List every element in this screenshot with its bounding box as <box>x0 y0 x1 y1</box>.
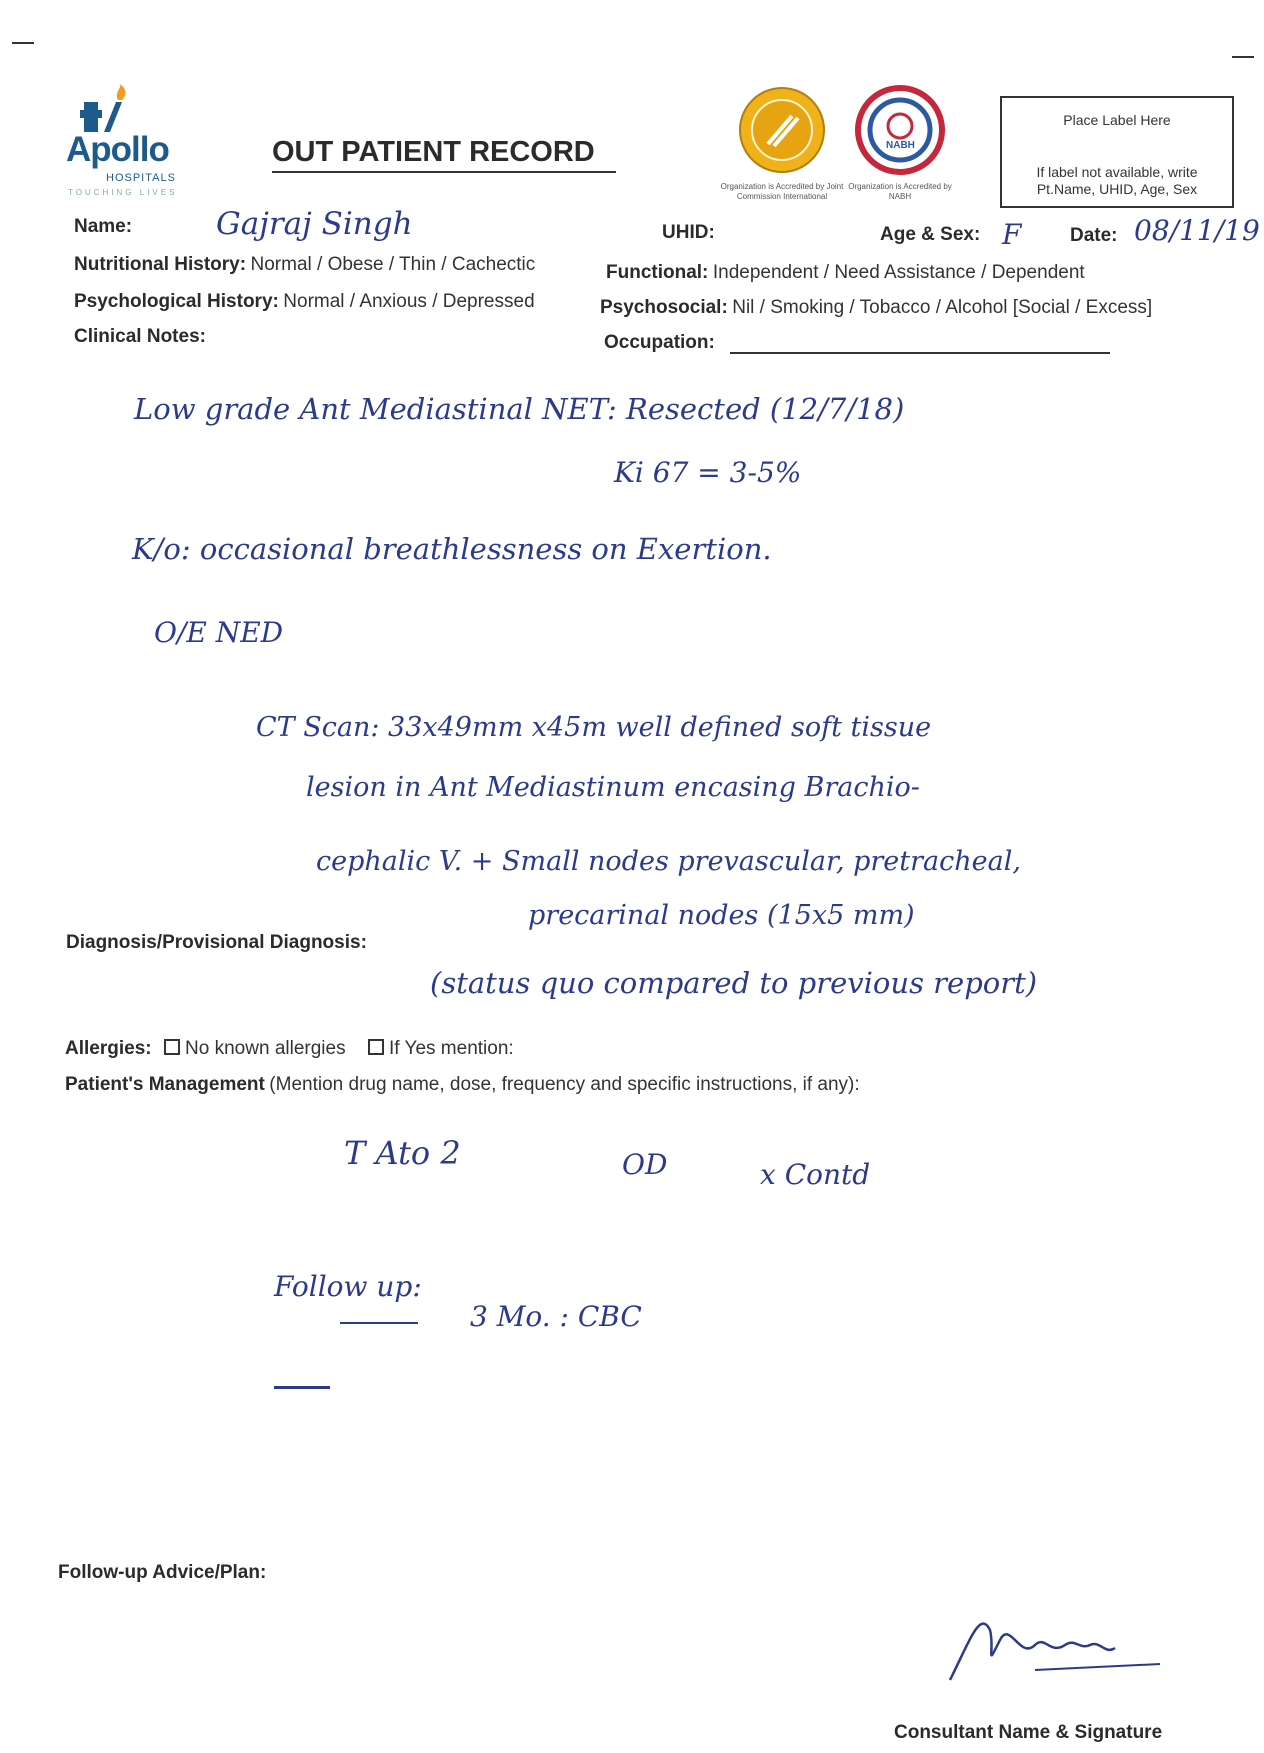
functional-label: Functional: <box>606 262 709 283</box>
management-label: Patient's Management <box>65 1074 265 1095</box>
psychological-label: Psychological History: <box>74 291 279 312</box>
nutritional-options: Normal / Obese / Thin / Cachectic <box>250 254 536 275</box>
no-allergies-text: No known allergies <box>185 1038 346 1059</box>
rx-frequency: OD <box>622 1148 668 1181</box>
allergies-row <box>65 1038 514 1060</box>
age-sex-label: Age & Sex: <box>880 224 981 245</box>
yes-allergies-option[interactable] <box>368 1038 514 1059</box>
no-allergies-option[interactable] <box>164 1038 346 1059</box>
nabh-caption: Organization is Accredited by NABH <box>848 182 952 201</box>
psychosocial-status <box>600 297 1152 319</box>
page-title: OUT PATIENT RECORD <box>272 136 595 168</box>
nutritional-label: Nutritional History: <box>74 254 247 275</box>
nabh-seal <box>856 86 944 174</box>
rx-drug: T Ato 2 <box>344 1134 461 1172</box>
nabh-seal-text: NABH <box>886 140 915 151</box>
diagnosis-label: Diagnosis/Provisional Diagnosis: <box>66 932 367 953</box>
nutritional-history <box>74 254 535 276</box>
logo-sub: HOSPITALS <box>106 172 176 184</box>
clinical-note-line: Ki 67 = 3-5% <box>614 456 802 489</box>
rx-note: x Contd <box>760 1158 871 1191</box>
clinical-note-line: precarinal nodes (15x5 mm) <box>528 900 915 931</box>
allergies-label: Allergies: <box>65 1038 152 1059</box>
checkbox-icon[interactable] <box>164 1039 180 1055</box>
followup-note-underline <box>340 1322 418 1324</box>
functional-options: Independent / Need Assistance / Dependent <box>712 262 1085 283</box>
date-value: 08/11/19 <box>1134 214 1260 247</box>
age-sex-value: F <box>1002 218 1022 251</box>
clinical-note-line: lesion in Ant Mediastinum encasing Brachio- <box>306 772 920 803</box>
psychosocial-label: Psychosocial: <box>600 297 728 318</box>
clinical-note-line: (status quo compared to previous report) <box>430 966 1038 1000</box>
clinical-note-line: CT Scan: 33x49mm x45m well defined soft tissue <box>256 712 932 743</box>
followup-advice-label: Follow-up Advice/Plan: <box>58 1562 267 1583</box>
consultant-label: Consultant Name & Signature <box>894 1722 1163 1743</box>
jci-caption: Organization is Accredited by Joint Commission International <box>720 182 844 201</box>
jci-seal <box>738 86 826 174</box>
yes-allergies-text: If Yes mention: <box>389 1038 514 1059</box>
psychosocial-options: Nil / Smoking / Tobacco / Alcohol [Social / Excess] <box>732 297 1153 318</box>
logo-tagline: TOUCHING LIVES <box>68 188 178 197</box>
management-header <box>65 1074 860 1096</box>
label-box <box>1000 96 1234 208</box>
clinical-note-line: cephalic V. + Small nodes prevascular, pretracheal, <box>316 846 1021 877</box>
clinical-note-line: K/o: occasional breathlessness on Exertion. <box>132 532 772 566</box>
label-box-title: Place Label Here <box>1063 112 1171 128</box>
name-label: Name: <box>74 216 133 237</box>
uhid-label: UHID: <box>662 222 715 243</box>
followup-note-label: Follow up: <box>274 1270 422 1303</box>
consultant-signature <box>940 1600 1170 1690</box>
clinical-note-line: O/E NED <box>154 616 284 649</box>
occupation-line <box>730 352 1110 354</box>
name-value: Gajraj Singh <box>216 206 413 242</box>
title-underline <box>272 171 616 173</box>
apollo-logo <box>66 84 196 202</box>
pen-stroke <box>274 1386 330 1389</box>
management-instructions: (Mention drug name, dose, frequency and specific instructions, if any): <box>269 1074 860 1095</box>
clinical-note-line: Low grade Ant Mediastinal NET: Resected (12/7/18) <box>134 392 905 426</box>
followup-note-value: 3 Mo. : CBC <box>470 1300 642 1333</box>
label-box-note: If label not available, write Pt.Name, UHID, Age, Sex <box>1036 164 1198 197</box>
checkbox-icon[interactable] <box>368 1039 384 1055</box>
logo-brand: Apollo <box>66 130 169 169</box>
psychological-options: Normal / Anxious / Depressed <box>283 291 535 312</box>
psychological-history <box>74 291 535 313</box>
date-label: Date: <box>1070 225 1118 246</box>
clinical-notes-label: Clinical Notes: <box>74 326 206 347</box>
corner-mark-right <box>1232 56 1254 58</box>
corner-mark-left <box>12 42 34 44</box>
occupation-label: Occupation: <box>604 332 715 353</box>
functional-status <box>606 262 1085 284</box>
